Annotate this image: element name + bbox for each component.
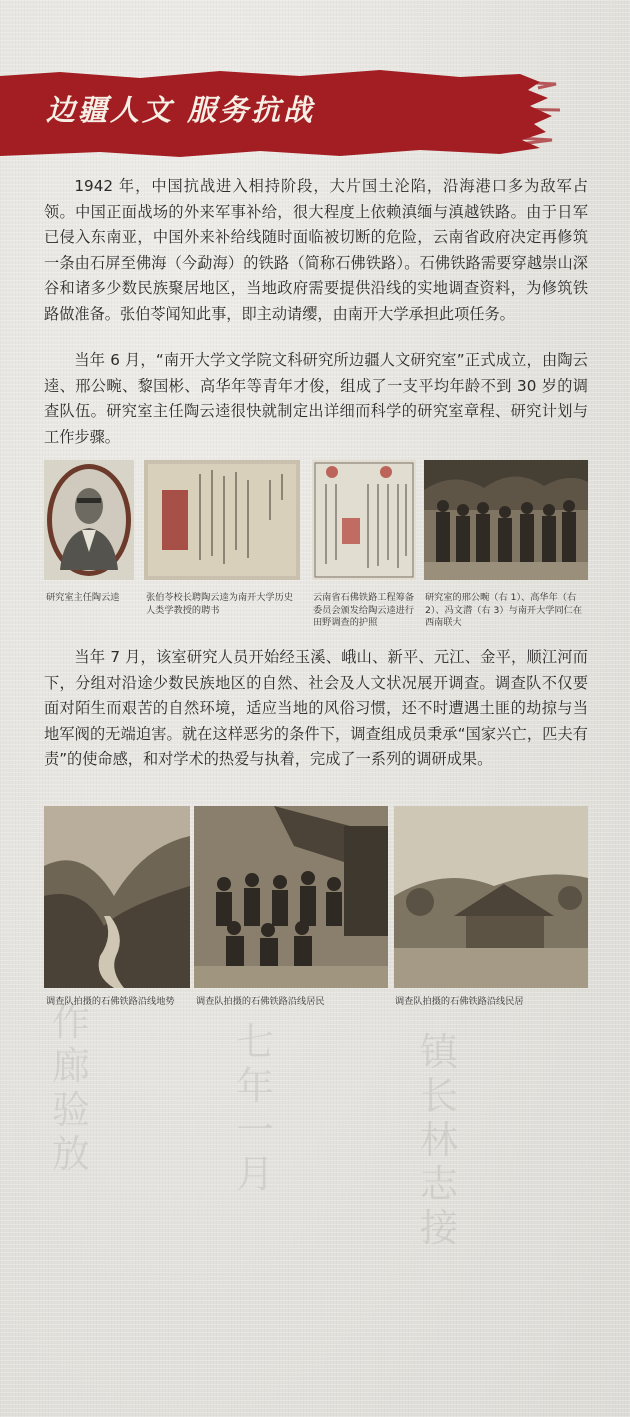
valley-landscape-photo: [44, 806, 190, 988]
intro-paragraph: 1942 年，中国抗战进入相持阶段，大片国土沦陷，沿海港口多为敌军占领。中国正面战场的外来军事补给，很大程度上依赖滇缅与滇越铁路。由于日军已侵入东南亚，中国外来补给线随时面临被切断的危险，云南省政府决定再修筑一条由石屏至佛海（今勐海）的铁路（简称石佛铁路）。石佛铁路需要穿越崇山深谷和诸多少数民族聚居地区，当地政府需要提供沿线的实地调查资料，为修筑铁路做准备。张伯苓闻知此事，即主动请缨，由南开大学承担此项任务。: [44, 177, 588, 323]
title-banner: [0, 66, 560, 162]
photo-caption: 调查队拍摄的石佛铁路沿线居民: [196, 996, 325, 1007]
photo-caption: 云南省石佛铁路工程筹备委员会颁发给陶云逵进行田野调查的护照: [313, 592, 415, 629]
passport-document-photo: [312, 460, 416, 580]
villagers-group-photo: [194, 806, 388, 988]
banner-title: 边疆人文 服务抗战: [46, 93, 316, 127]
photo-caption: 研究室主任陶云逵: [46, 592, 120, 603]
photo-caption: 调查队拍摄的石佛铁路沿线地势: [46, 996, 175, 1007]
village-house-photo: [394, 806, 588, 988]
appointment-letter-photo: [144, 460, 300, 580]
background-calligraphy-center: 七年一月: [236, 1020, 275, 1196]
group-photo: [424, 460, 588, 580]
research-office-paragraph: 当年 6 月，“南开大学文学院文科研究所边疆人文研究室”正式成立，由陶云逵、邢公畹、黎国彬、高华年等青年才俊，组成了一支平均年龄不到 30 岁的调查队伍。研究室主任陶云逵很快就制定出详细而科学的研究室章程、研究计划与工作步骤。: [44, 351, 588, 446]
photo-caption: 调查队拍摄的石佛铁路沿线民居: [395, 996, 524, 1007]
photo-caption: 张伯苓校长聘陶云逵为南开大学历史人类学教授的聘书: [146, 592, 293, 616]
background-calligraphy-left: 作廊验放: [52, 1000, 91, 1176]
photo-caption: 研究室的邢公畹（右 1）、高华年（右 2）、冯文潜（右 3）与南开大学同仁在西南联大: [425, 592, 583, 629]
portrait-photo: [44, 460, 134, 580]
background-calligraphy-right: 镇长林志接: [420, 1030, 459, 1250]
investigation-paragraph: 当年 7 月，该室研究人员开始经玉溪、峨山、新平、元江、金平，顺江河而下，分组对沿途少数民族地区的自然、社会及人文状况展开调查。调查队不仅要面对陌生而艰苦的自然环境，适应当地的风俗习惯，还不时遭遇土匪的劫掠与当地军阀的无端迫害。就在这样恶劣的条件下，调查组成员秉承“国家兴亡，匹夫有责”的使命感，和对学术的热爱与执着，完成了一系列的调研成果。: [44, 648, 588, 769]
